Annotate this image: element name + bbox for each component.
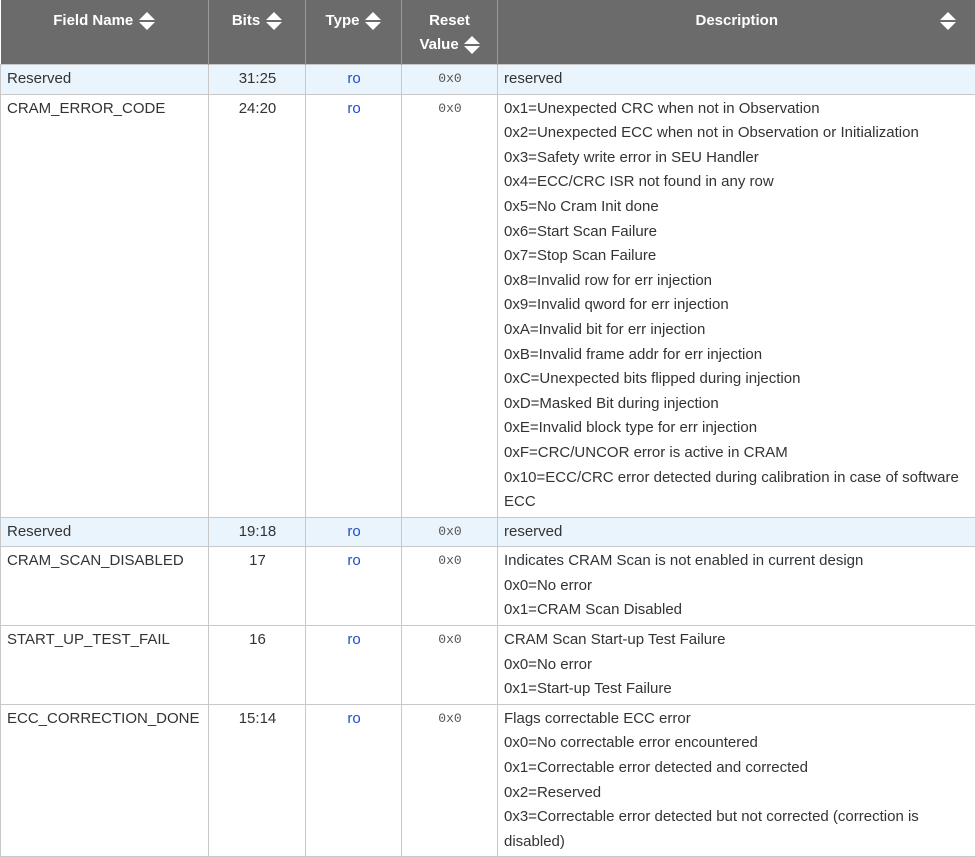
header-bits-label: Bits xyxy=(232,9,260,33)
description-line: Flags correctable ECC error xyxy=(504,707,970,732)
table-row xyxy=(1,626,975,705)
bits-cell: 24:20 xyxy=(209,94,306,517)
reset-value-cell: 0x0 xyxy=(402,94,498,517)
description-line: 0x1=CRAM Scan Disabled xyxy=(504,598,970,623)
bits-cell: 16 xyxy=(209,626,306,705)
description-line: 0x0=No correctable error encountered xyxy=(504,731,970,756)
field-name-cell: CRAM_SCAN_DISABLED xyxy=(1,547,209,626)
description-line: 0xF=CRC/UNCOR error is active in CRAM xyxy=(504,441,970,466)
type-cell: ro xyxy=(306,94,402,517)
description-line: 0x6=Start Scan Failure xyxy=(504,220,970,245)
description-cell xyxy=(498,626,975,705)
table-row xyxy=(1,94,975,517)
description-line: 0x1=Start-up Test Failure xyxy=(504,677,970,702)
description-line: 0x9=Invalid qword for err injection xyxy=(504,293,970,318)
sort-icon[interactable] xyxy=(940,9,956,33)
description-line: 0x3=Correctable error detected but not corrected (correction is disabled) xyxy=(504,805,970,854)
header-reset-value-text xyxy=(420,9,480,57)
description-line: Indicates CRAM Scan is not enabled in current design xyxy=(504,549,970,574)
header-field-name-label: Field Name xyxy=(53,9,133,33)
reset-value-cell: 0x0 xyxy=(402,547,498,626)
field-name-cell: CRAM_ERROR_CODE xyxy=(1,94,209,517)
description-line: CRAM Scan Start-up Test Failure xyxy=(504,628,970,653)
bits-cell: 15:14 xyxy=(209,704,306,857)
description-cell xyxy=(498,704,975,857)
reset-value-cell: 0x0 xyxy=(402,626,498,705)
header-description[interactable] xyxy=(498,0,975,65)
bits-cell: 31:25 xyxy=(209,65,306,95)
description-line: 0xC=Unexpected bits flipped during injection xyxy=(504,367,970,392)
type-cell: ro xyxy=(306,517,402,547)
description-line: 0x2=Unexpected ECC when not in Observation or Initialization xyxy=(504,121,970,146)
sort-icon[interactable] xyxy=(266,9,282,33)
description-line: 0x10=ECC/CRC error detected during calibration in case of software ECC xyxy=(504,466,970,515)
description-line: 0xA=Invalid bit for err injection xyxy=(504,318,970,343)
header-reset-value-word: Value xyxy=(420,33,459,57)
description-line: 0x3=Safety write error in SEU Handler xyxy=(504,146,970,171)
header-reset-value-line xyxy=(420,33,480,57)
reset-value-cell: 0x0 xyxy=(402,704,498,857)
description-line: 0xB=Invalid frame addr for err injection xyxy=(504,343,970,368)
table-row xyxy=(1,547,975,626)
type-cell: ro xyxy=(306,626,402,705)
field-name-cell: START_UP_TEST_FAIL xyxy=(1,626,209,705)
table-row xyxy=(1,517,975,547)
description-line: 0x1=Correctable error detected and corrected xyxy=(504,756,970,781)
table-body xyxy=(1,65,975,857)
description-line: reserved xyxy=(504,67,970,92)
sort-icon[interactable] xyxy=(464,33,480,57)
description-line: 0xE=Invalid block type for err injection xyxy=(504,416,970,441)
header-reset-value[interactable] xyxy=(402,0,498,65)
header-type-label: Type xyxy=(326,9,360,33)
description-line: 0x1=Unexpected CRC when not in Observation xyxy=(504,97,970,122)
description-cell xyxy=(498,547,975,626)
description-cell xyxy=(498,65,975,95)
field-name-cell: Reserved xyxy=(1,65,209,95)
header-bits[interactable] xyxy=(209,0,306,65)
reset-value-cell: 0x0 xyxy=(402,65,498,95)
description-line: 0x2=Reserved xyxy=(504,781,970,806)
table-row xyxy=(1,65,975,95)
description-line: 0xD=Masked Bit during injection xyxy=(504,392,970,417)
description-line: 0x0=No error xyxy=(504,574,970,599)
type-cell: ro xyxy=(306,704,402,857)
description-cell xyxy=(498,517,975,547)
description-line: reserved xyxy=(504,520,970,545)
table-row xyxy=(1,704,975,857)
sort-icon[interactable] xyxy=(139,9,155,33)
header-reset-value-line: Reset xyxy=(420,9,480,33)
header-description-label: Description xyxy=(695,9,778,33)
bits-cell: 19:18 xyxy=(209,517,306,547)
reset-value-cell: 0x0 xyxy=(402,517,498,547)
header-row xyxy=(1,0,975,65)
table-header xyxy=(1,0,975,65)
description-line: 0x0=No error xyxy=(504,653,970,678)
type-cell: ro xyxy=(306,65,402,95)
sort-icon[interactable] xyxy=(365,9,381,33)
header-field-name[interactable] xyxy=(1,0,209,65)
header-type[interactable] xyxy=(306,0,402,65)
description-line: 0x7=Stop Scan Failure xyxy=(504,244,970,269)
bits-cell: 17 xyxy=(209,547,306,626)
field-name-cell: Reserved xyxy=(1,517,209,547)
description-line: 0x5=No Cram Init done xyxy=(504,195,970,220)
field-name-cell: ECC_CORRECTION_DONE xyxy=(1,704,209,857)
type-cell: ro xyxy=(306,547,402,626)
description-cell xyxy=(498,94,975,517)
description-line: 0x8=Invalid row for err injection xyxy=(504,269,970,294)
header-reset-value-label xyxy=(420,9,480,57)
description-line: 0x4=ECC/CRC ISR not found in any row xyxy=(504,170,970,195)
